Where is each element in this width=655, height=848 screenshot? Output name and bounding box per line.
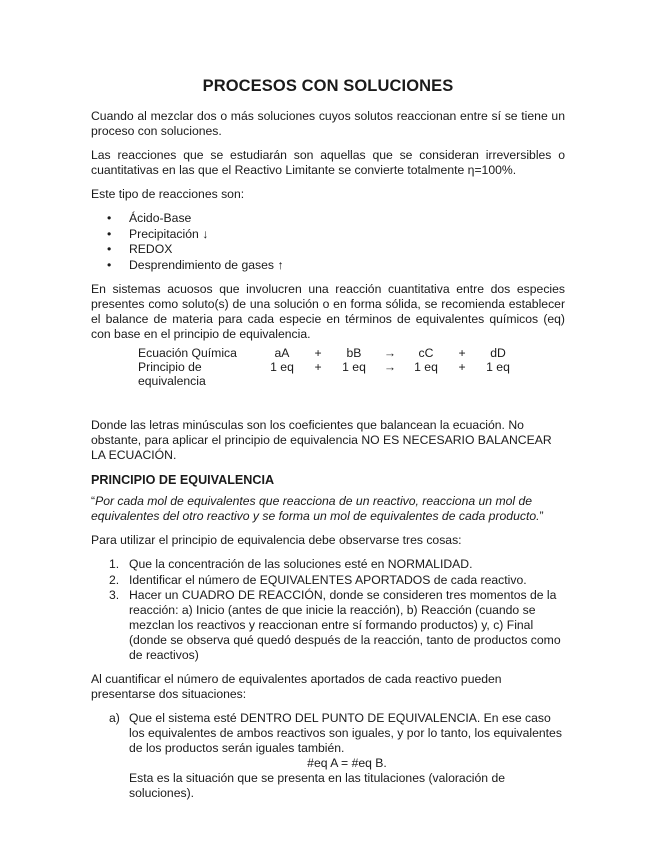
quote-open: “ [91,494,96,508]
intro-paragraph: Cuando al mezclar dos o más soluciones cuyos solutos reaccionan entre sí se tiene un proceso con soluciones. [91,109,565,138]
equivalence-quote [91,494,565,524]
list-number: 1. [109,557,120,571]
table-row [138,346,524,360]
list-item: • REDOX [91,242,565,258]
situation-a [91,711,565,801]
table-cell: bB [346,346,362,360]
list-item: • Precipitación ↓ [91,227,565,243]
equation-label: Ecuación Química [138,346,237,360]
aqueous-systems-paragraph: En sistemas acuosos que involucren una reacción cuantitativa entre dos especies presentes como soluto(s) de una solución o en forma sólida, se recomienda establecer el balance de materia para cada especie en términos de equivalentes químicos (eq) con base en el principio de equivalencia. [91,282,565,341]
situation-letter: a) [109,711,120,725]
list-text: Identificar el número de EQUIVALENTES APORTADOS de cada reactivo. [129,572,527,587]
table-cell: + [458,346,466,360]
table-cell: → [383,360,397,374]
table-cell: + [458,360,466,374]
table-cell: 1 eq [342,360,366,374]
list-item: • Ácido-Base [91,211,565,227]
situation-text: Que el sistema esté DENTRO DEL PUNTO DE EQUIVALENCIA. En ese caso los equivalentes de ambos reactivos son iguales, y por lo tanto, los equivalentes de los productos serán iguales también. [129,711,562,755]
table-cell: aA [274,346,290,360]
equation-table [138,346,524,388]
situations-paragraph: Al cuantificar el número de equivalentes aportados de cada reactivo pueden presentarse dos situaciones: [91,672,502,701]
coefficients-paragraph: Donde las letras minúsculas son los coeficientes que balancean la ecuación. No obstante, para aplicar el principio de equivalencia NO ES NECESARIO BALANCEAR LA ECUACIÓN. [91,418,552,462]
equivalence-formula: #eq A = #eq B. [307,756,387,770]
page-title: PROCESOS CON SOLUCIONES [202,77,454,95]
section-heading: PRINCIPIO DE EQUIVALENCIA [91,473,275,487]
reaction-types-list [91,211,565,273]
list-item [91,573,565,588]
table-cell: dD [490,346,506,360]
list-number: 2. [109,572,120,587]
table-row [138,360,524,388]
list-item: • Desprendimiento de gases ↑ [91,258,565,274]
list-item [91,588,565,663]
table-cell: → [383,346,397,360]
table-cell: 1 eq [414,360,438,374]
table-cell: + [314,346,322,360]
usage-paragraph: Para utilizar el principio de equivalencia debe observarse tres cosas: [91,533,462,547]
table-cell: + [314,360,322,374]
situation-note: Esta es la situación que se presenta en las titulaciones (valoración de soluciones). [129,771,506,800]
requirements-list [91,557,565,663]
list-item [91,557,565,572]
table-cell: 1 eq [270,360,294,374]
reactions-paragraph: Las reacciones que se estudiarán son aquellas que se consideran irreversibles o cuantitativas en las que el Reactivo Limitante se convierte totalmente η=100%. [91,148,565,177]
reaction-types-intro: Este tipo de reacciones son: [91,187,245,201]
table-cell: 1 eq [486,360,510,374]
list-text: Que la concentración de las soluciones esté en NORMALIDAD. [129,557,473,571]
quote-text: Por cada mol de equivalentes que reacciona de un reactivo, reacciona un mol de equivalentes del otro reactivo y se forma un mol de equivalentes de cada producto. [91,494,540,523]
list-text: Hacer un CUADRO DE REACCIÓN, donde se consideren tres momentos de la reacción: a) Inicio (antes de que inicie la reacción), b) Reacción (cuando se mezclan los reactivos y reaccionan entre sí formando productos) y, c) Final (donde se observa qué quedó después de la reacción, tanto de productos como de reactivos) [129,588,561,662]
document-page [91,76,565,801]
equivalence-label: Principio de equivalencia [138,360,206,388]
list-number: 3. [109,588,120,602]
table-cell: cC [418,346,434,360]
quote-close: ” [539,509,544,523]
